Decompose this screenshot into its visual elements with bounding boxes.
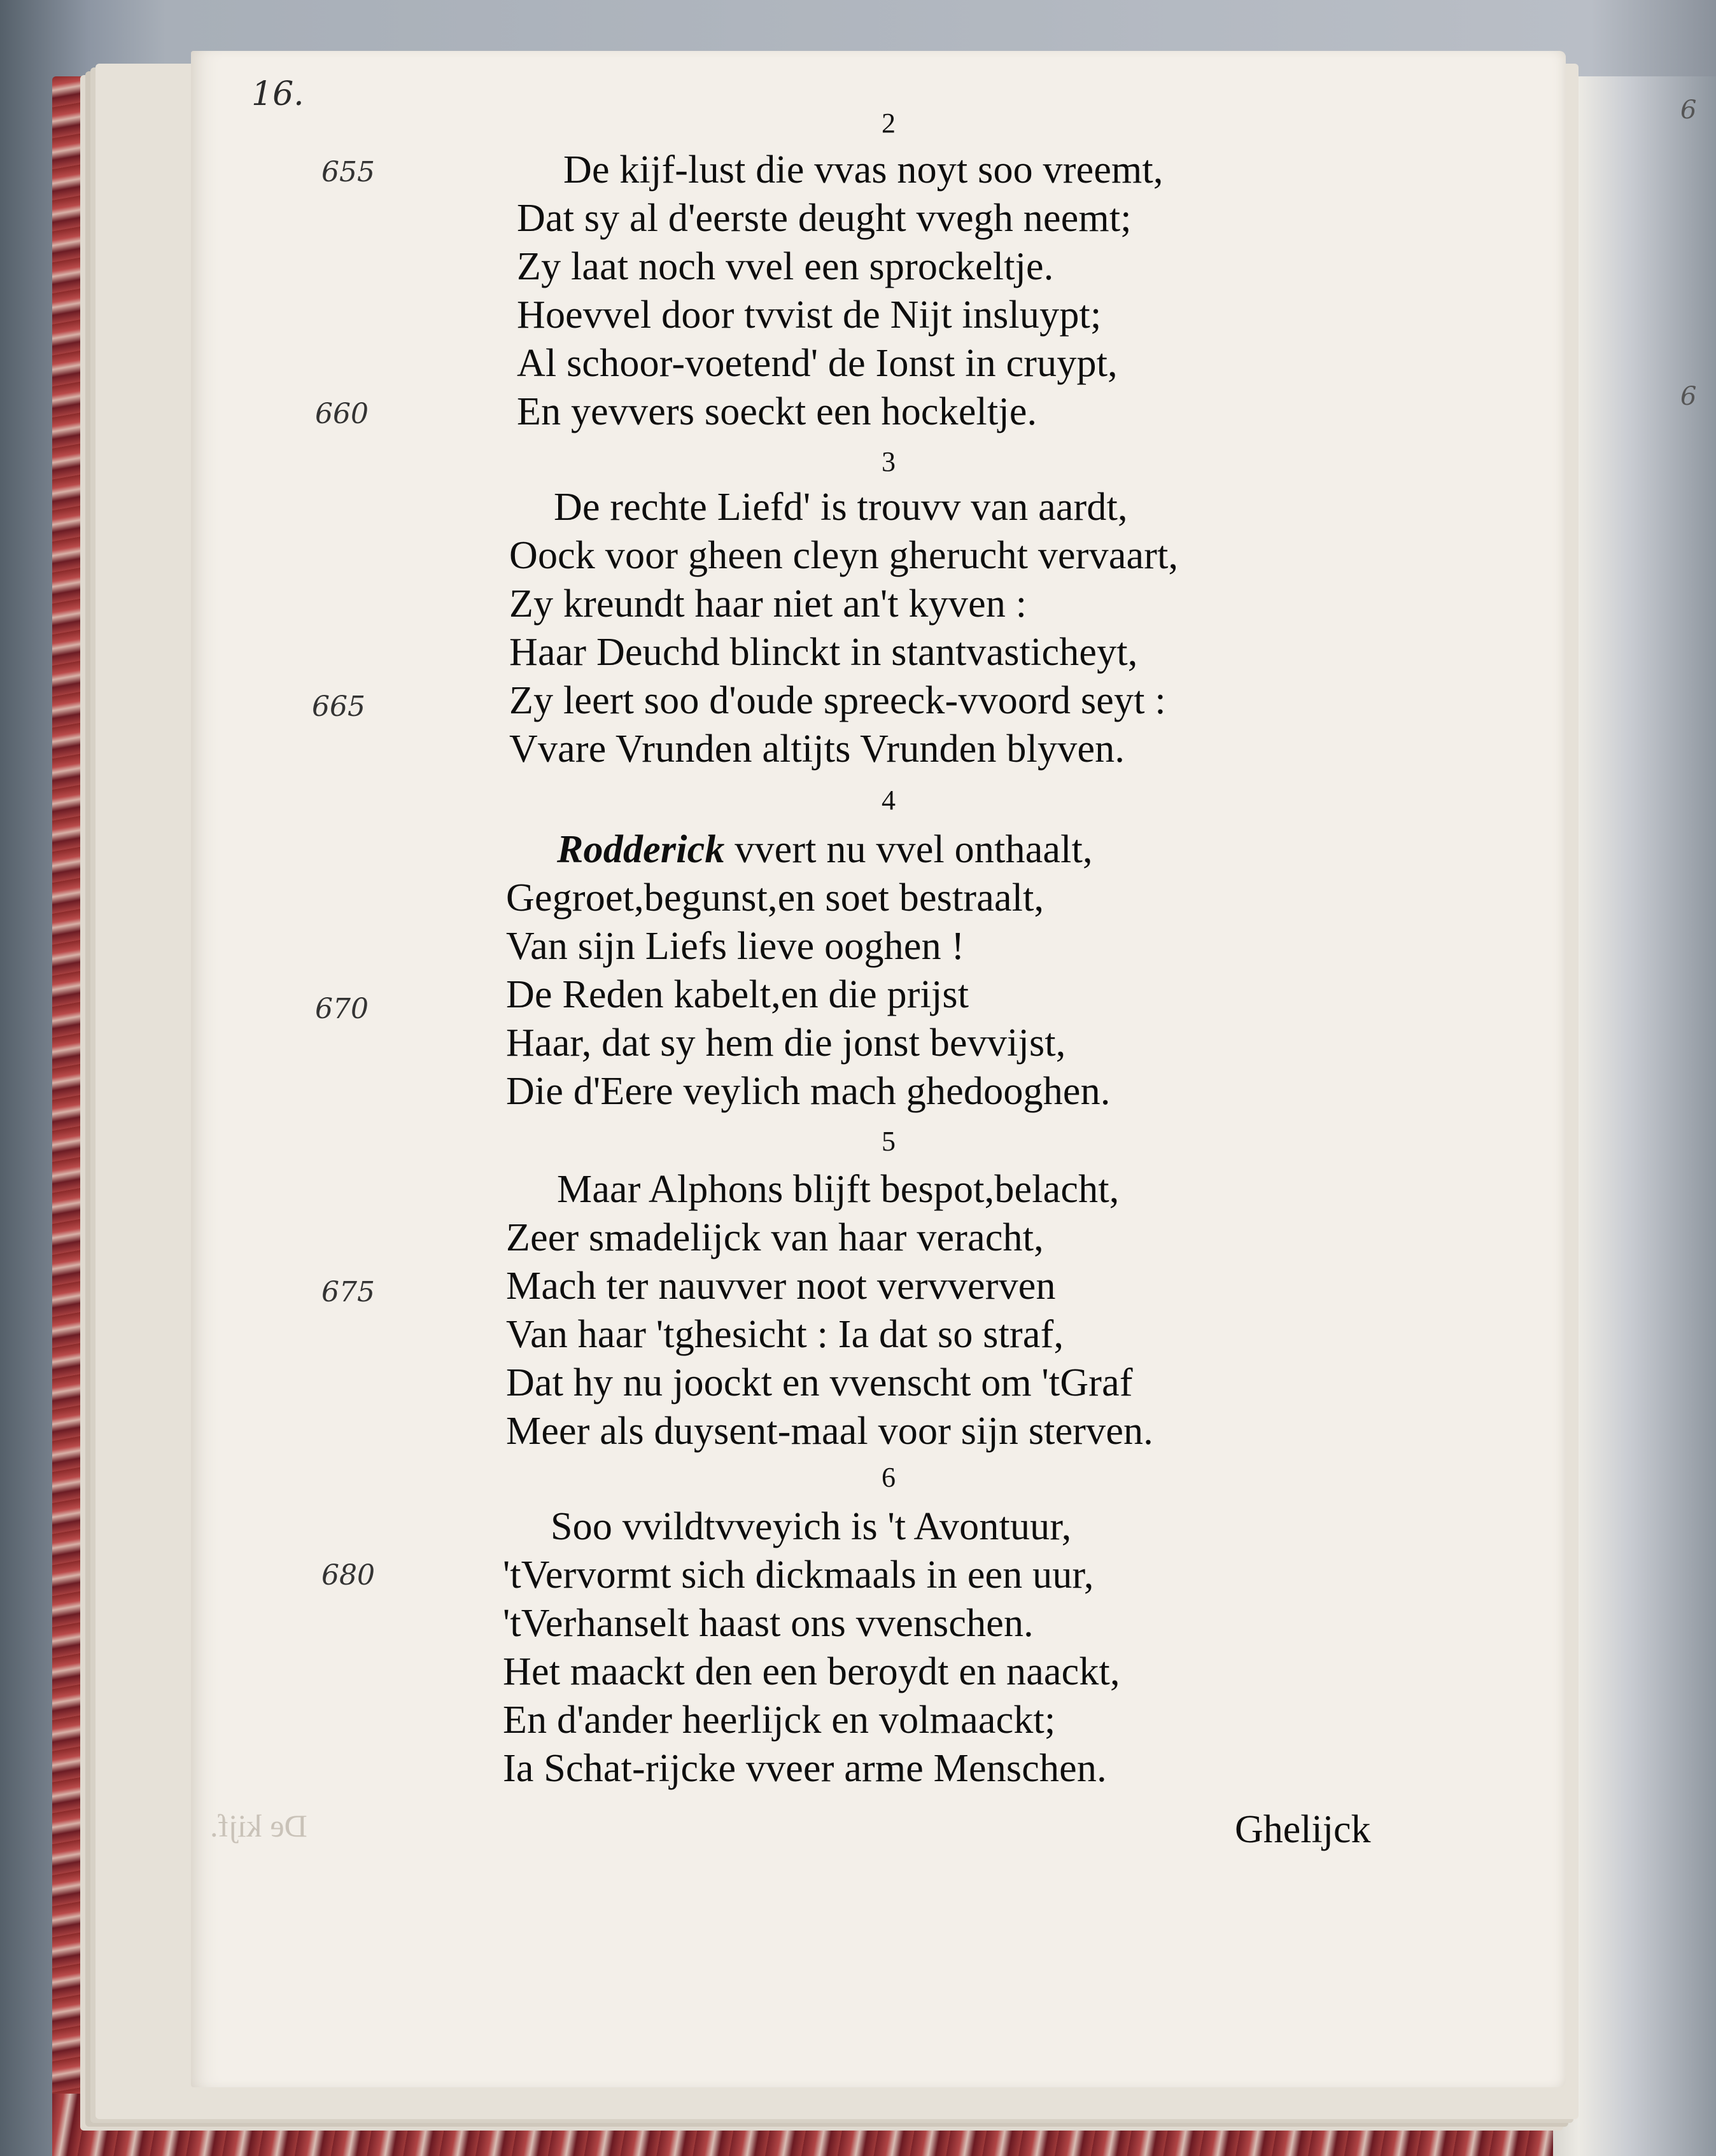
line-number-655: 655 — [321, 156, 375, 188]
verse-line: En d'ander heerlijck en volmaackt; — [503, 1698, 1056, 1742]
verse-line: Van haar 'tghesicht : Ia dat so straf, — [506, 1313, 1064, 1356]
verse-line: Zy kreundt haar niet an't kyven : — [509, 582, 1027, 626]
show-through-text: De kijf. — [210, 1808, 307, 1844]
verse-line: Dat sy al d'eerste deught vvegh neemt; — [517, 197, 1132, 240]
verse-line: Vvare Vrunden altijts Vrunden blyven. — [509, 727, 1125, 771]
verse-line: Haar, dat sy hem die jonst bevvijst, — [506, 1021, 1066, 1065]
verse-line: Haar Deuchd blinckt in stantvasticheyt, — [509, 631, 1138, 674]
verse-line: Soo vvildtvveyich is 't Avontuur, — [551, 1505, 1072, 1548]
folio-number: 16. — [251, 75, 304, 113]
line-number-670: 670 — [315, 993, 369, 1025]
stanza-number: 4 — [882, 785, 896, 816]
verse-line: Het maackt den een beroydt en naackt, — [503, 1650, 1120, 1693]
stanza-number: 3 — [882, 446, 896, 477]
line-number-680: 680 — [321, 1559, 375, 1592]
line-number-660: 660 — [315, 398, 369, 430]
verse-line: 'tVerhanselt haast ons vvenschen. — [503, 1602, 1034, 1645]
verse-line: Oock voor gheen cleyn gherucht vervaart, — [509, 534, 1179, 577]
verse-line: Al schoor-voetend' de Ionst in cruypt, — [517, 342, 1118, 385]
verse-line: 'tVervormt sich dickmaals in een uur, — [503, 1553, 1094, 1597]
character-name: Rodderick — [557, 828, 725, 871]
verse-line: De rechte Liefd' is trouvv van aardt, — [554, 486, 1128, 529]
line-number-675: 675 — [321, 1276, 375, 1308]
stanza-number: 5 — [882, 1126, 896, 1157]
verse-line: Mach ter nauvver noot vervverven — [506, 1264, 1056, 1308]
verse-line: Zy leert soo d'oude spreeck-vvoord seyt : — [509, 679, 1166, 722]
verse-line: De kijf-lust die vvas noyt soo vreemt, — [563, 148, 1164, 192]
verse-line: Gegroet,begunst,en soet bestraalt, — [506, 876, 1044, 920]
right-margin-mark: 6 — [1680, 382, 1697, 411]
verse-line-rest: vvert nu vvel onthaalt, — [724, 828, 1093, 871]
verse-line: Hoevvel door tvvist de Nijt insluypt; — [517, 293, 1102, 337]
verse-line: Die d'Eere veylich mach ghedooghen. — [506, 1070, 1111, 1113]
verse-line: Dat hy nu joockt en vvenscht om 'tGraf — [506, 1361, 1133, 1404]
verse-line: Maar Alphons blijft bespot,belacht, — [557, 1168, 1120, 1211]
verse-line: Van sijn Liefs lieve ooghen ! — [506, 925, 965, 968]
stanza-number: 2 — [882, 108, 896, 139]
verse-line: Meer als duysent-maal voor sijn sterven. — [506, 1410, 1153, 1453]
verse-line: Zeer smadelijck van haar veracht, — [506, 1216, 1044, 1259]
verse-line: Zy laat noch vvel een sprockeltje. — [517, 245, 1054, 288]
verse-line — [557, 827, 1093, 872]
stanza-number: 6 — [882, 1462, 896, 1493]
verse-line: Ia Schat-rijcke vveer arme Menschen. — [503, 1747, 1107, 1790]
right-margin-mark: 6 — [1680, 95, 1697, 125]
line-number-665: 665 — [312, 690, 365, 723]
catchword: Ghelijck — [1235, 1808, 1371, 1851]
verse-line: En yevvers soeckt een hockeltje. — [517, 390, 1037, 433]
verse-line: De Reden kabelt,en die prijst — [506, 973, 969, 1016]
